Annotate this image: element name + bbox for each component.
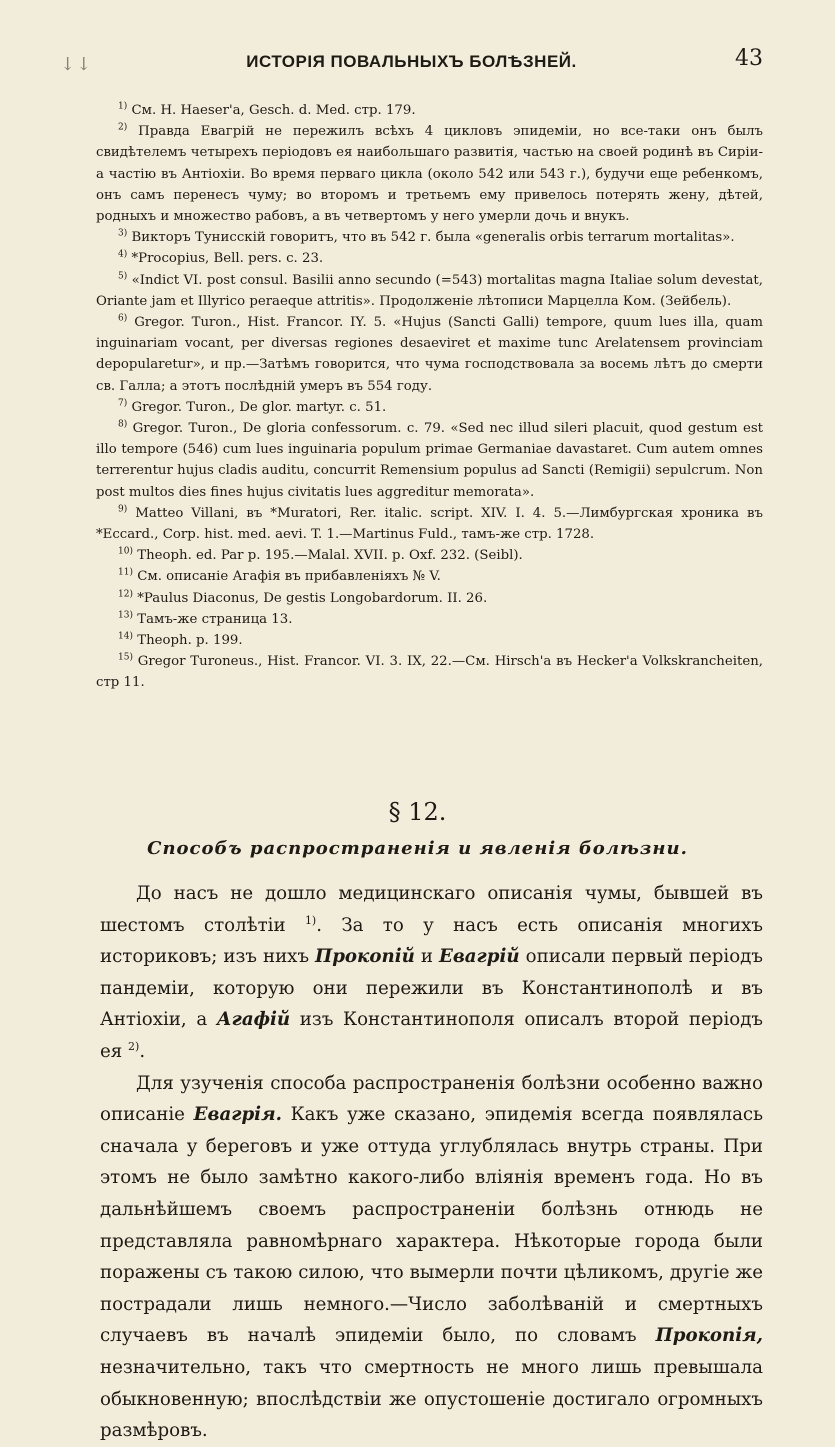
text-run: Для узученія способа распространенія болѣзни особенно важно описаніе: [100, 1072, 763, 1126]
footnote-14: [96, 630, 763, 651]
footnote-text: Правда Евагрій не пережилъ всѣхъ 4 цикловъ эпидеміи, но все-таки онъ былъ свидѣтелемъ четырехъ періодовъ ея наибольшаго развитія, частью на своей родинѣ въ Сиріи-а частію въ Антіохіи. Во время перваго цикла (около 542 или 543 г.), будучи еще ребенкомъ, онъ самъ перенесъ чуму; во второмъ и третьемъ ему привелось потерять жену, дѣтей, родныхъ и множество рабовъ, а въ четвертомъ у него умерли дочь и внукъ.: [96, 124, 763, 225]
folio-mark: ↓↓: [60, 54, 93, 75]
footnote-marker: 8): [118, 419, 128, 430]
footnote-marker: 1): [118, 101, 128, 112]
footnote-marker: 7): [118, 398, 128, 409]
section-number: § 12.: [388, 798, 447, 826]
footnote-7: [96, 397, 763, 418]
footnote-marker: 6): [118, 313, 128, 324]
text-run: . За то у насъ есть описанія многихъ историковъ; изъ нихъ: [100, 914, 763, 968]
footnote-text: См. H. Haeser'a, Gesch. d. Med. стр. 179.: [131, 103, 416, 118]
text-run: .: [139, 1040, 146, 1062]
footnote-marker: 4): [118, 250, 128, 260]
footnote-text: Theoph. p. 199.: [137, 633, 243, 649]
footnote-marker: 10): [118, 546, 133, 557]
paragraph-1: [100, 878, 763, 1068]
footnote-marker: 13): [118, 610, 133, 621]
footnote-3: [96, 227, 763, 248]
footnote-text: Gregor Turoneus., Hist. Francor. VI. 3. IX, 22.—См. Hirsch'a въ Hecker'a Volkskrancheiten, стр 11.: [96, 654, 763, 691]
footnote-text: *Paulus Diaconus, De gestis Longobardorum. II. 26.: [137, 590, 488, 606]
footnote-text: Matteo Villani, въ *Muratori, Rer. italic. script. XIV. I. 4. 5.—Лимбургская хроника въ *Eccard., Corp. hist. med. aevi. T. 1.—Martinus Fuld., тамъ-же стр. 1728.: [96, 505, 764, 543]
footnote-text: Theoph. ed. Par p. 195.—Malal. XVII. p. Oxf. 232. (Seibl).: [137, 548, 523, 564]
page-header: [60, 44, 763, 74]
footnote-marker: 14): [118, 631, 133, 642]
text-run: изъ Константинополя описалъ второй періодъ ея: [100, 1009, 763, 1062]
footnote-text: Gregor. Turon., Hist. Francor. IY. 5. «Hujus (Sancti Galli) temporе, quum lues illa, quam inguinariam vocant, per diversas regiones desaeviret et maxime tunc Arelatensem provinciam depopularetur», и пр.—Затѣмъ говорится, что чума господствовала за восемь лѣтъ до смерти св. Галла; а этотъ послѣдній умеръ въ 554 году.: [96, 315, 763, 394]
text-run: незначительно, такъ что смертность не много лишь превышала обыкновенную; впослѣдствіи же опустошеніе достигало огромныхъ размѣровъ.: [100, 1356, 763, 1442]
footnote-text: Викторъ Тунисскій говоритъ, что въ 542 г. была «generalis orbis terrarum mortalitas».: [131, 230, 735, 246]
footnote-13: [96, 609, 763, 630]
footnote-marker: 12): [118, 589, 133, 600]
footnote-marker: 11): [118, 568, 133, 579]
text-run: До насъ не дошло медицинскаго описанія чумы, бывшей въ шестомъ столѣтіи: [100, 883, 763, 936]
name-procopius: Прокопій: [315, 946, 415, 968]
text-run: Какъ уже сказано, эпидемія всегда появлялась сначала у береговъ и уже оттуда углублялась внутрь страны. При этомъ не было замѣтно какого-либо вліянія временъ года. Но въ дальнѣйшемъ своемъ распространеніи болѣзнь отнюдь не представляла равномѣрнаго характера. Нѣкоторые города были поражены съ такою силою, что вымерли почти цѣликомъ, другіе же пострадали лишь немного.—Число заболѣваній и смертныхъ случаевъ въ началѣ эпидеміи было, по словамъ: [100, 1104, 763, 1347]
footnote-marker: 5): [118, 271, 128, 282]
footnote-text: *Procopius, Bell. pers. c. 23.: [131, 251, 324, 267]
footnote-marker: 3): [118, 228, 128, 239]
running-head: ИСТОРІЯ ПОВАЛЬНЫХЪ БОЛѢЗНЕЙ.: [246, 52, 577, 71]
footnote-6: [96, 312, 763, 397]
footnote-marker: 2): [118, 122, 128, 133]
text-run: описали первый періодъ пандеміи, которую они пережили въ Константинополѣ и въ Антіохіи, а: [100, 946, 763, 1031]
footnote-text: Gregor. Turon., De gloria confessorum. c. 79. «Sed nec illud sileri placuit, quod gestum est illo tempore (546) cum lues inguinaria populum primae Germaniae davastaret. Cum autem omnes terrerentur hujus cladis auditu, concurrit Remensium populus ad Sancti (Remigii) sepulcrum. Non post multos dies fines hujus civitatis lues aggreditur memorata».: [96, 421, 763, 500]
footnote-5: [96, 270, 763, 312]
footnote-text: См. описаніе Агафія въ прибавленіяхъ № V.: [137, 569, 441, 585]
name-procopius: Прокопія,: [655, 1325, 763, 1347]
page-number: 43: [735, 46, 763, 71]
footnote-8: [96, 418, 763, 503]
text-run: и: [420, 946, 433, 968]
footnote-marker: 9): [118, 504, 128, 515]
footnote-text: «Indict VI. post consul. Basilii anno secundo (=543) mortalitas magna Italiae solum devestat, Oriante jam et Illyrico peraeque attritis». Продолженіе лѣтописи Марцелла Ком. (Зейбель).: [96, 272, 763, 309]
paragraph-2: [100, 1068, 763, 1447]
footnote-9: [96, 503, 763, 545]
name-agathias: Агафій: [216, 1009, 291, 1031]
footnotes-block: [96, 100, 763, 694]
name-evagrius: Евагрія.: [193, 1104, 282, 1126]
section-title: Способъ распространенія и явленія болѣзни.: [147, 838, 688, 859]
footnote-text: Gregor. Turon., De glor. martyr. c. 51.: [131, 399, 387, 415]
footnote-10: [96, 545, 763, 566]
footnote-11: [96, 566, 763, 587]
main-text: [100, 878, 763, 1447]
footnote-ref: 2): [128, 1039, 140, 1053]
footnote-ref: 1): [304, 913, 317, 927]
name-evagrius: Евагрій: [438, 946, 520, 968]
footnote-4: [96, 248, 763, 269]
footnote-12: [96, 588, 763, 609]
footnote-marker: 15): [118, 652, 133, 663]
footnote-2: [96, 121, 763, 227]
footnote-text: Тамъ-же страница 13.: [137, 611, 293, 627]
footnote-1: [96, 100, 763, 121]
footnote-15: [96, 651, 763, 693]
